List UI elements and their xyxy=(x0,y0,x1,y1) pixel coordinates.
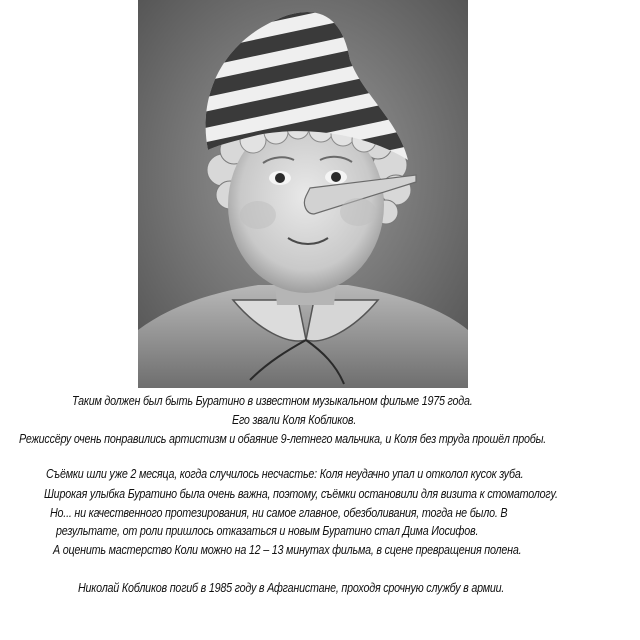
caption-line: А оценить мастерство Коли можно на 12 – 13 минутах фильма, в сцене превращения полена. xyxy=(53,543,522,557)
caption-line: Съёмки шли уже 2 месяца, когда случилось несчастье: Коля неудачно упал и отколол кусок зуба. xyxy=(46,467,524,481)
caption-line: результате, от роли пришлось отказаться и новым Буратино стал Дима Иосифов. xyxy=(56,524,479,538)
caption-line: Широкая улыбка Буратино была очень важна, поэтому, съёмки остановили для визита к стоматологу. xyxy=(44,487,558,501)
caption-line: Но... ни качественного протезирования, ни самое главное, обезболивания, тогда не было. В xyxy=(50,506,508,520)
boy-photo xyxy=(138,0,468,388)
caption-line: Таким должен был быть Буратино в известном музыкальном фильме 1975 года. xyxy=(72,394,473,408)
caption-line: Режиссёру очень понравились артистизм и обаяние 9-летнего мальчика, и Коля без труда прошёл пробы. xyxy=(19,432,547,446)
caption-line: Николай Кобликов погиб в 1985 году в Афганистане, проходя срочную службу в армии. xyxy=(78,581,505,595)
caption-line: Его звали Коля Кобликов. xyxy=(232,413,357,427)
